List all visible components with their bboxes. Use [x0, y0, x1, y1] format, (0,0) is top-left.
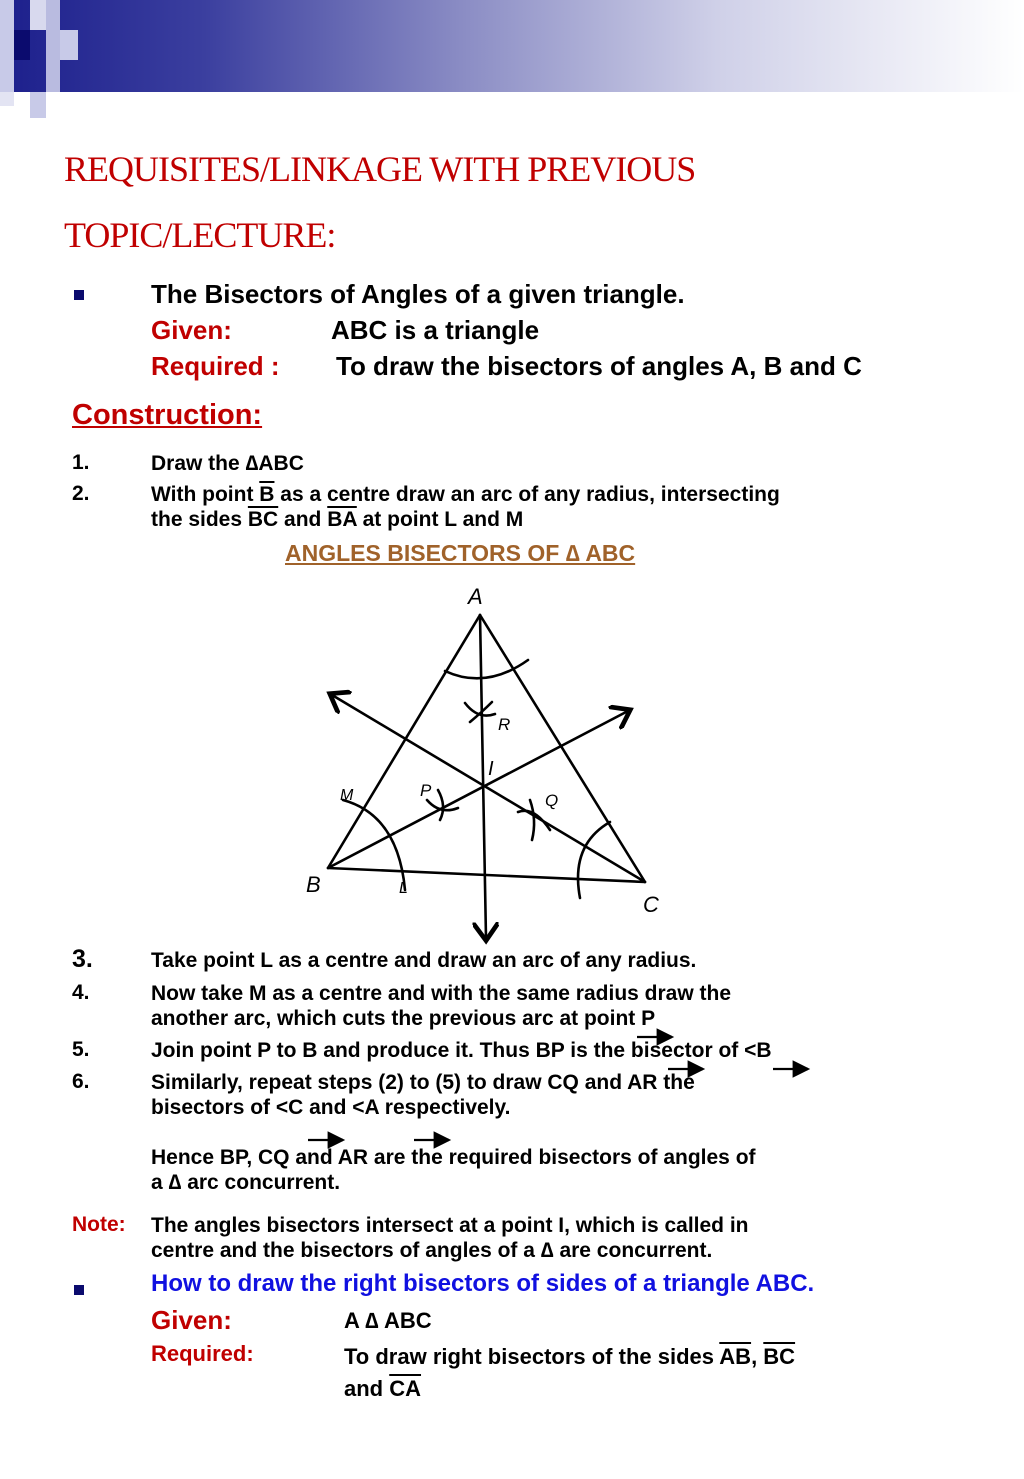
- topic1-given-text: ABC is a triangle: [331, 315, 540, 345]
- note-text: The angles bisectors intersect at a point I, which is called in centre and the bisectors of angles of a ∆ are concurrent.: [151, 1214, 749, 1262]
- banner-square: [46, 0, 60, 92]
- note-label: Note:: [72, 1213, 126, 1236]
- step-text: Draw the ∆ABC: [151, 452, 304, 475]
- bullet-square: [74, 290, 84, 300]
- step-text: With point $\overline{B}$ as a centre draw an arc of any radius, intersecting the sides $\overline{BC}$ and $\overline{BA}$ at point L and M: [151, 483, 780, 531]
- bisector-a: [480, 615, 486, 938]
- arc-at-c: [578, 822, 610, 898]
- label-i: I: [488, 758, 494, 780]
- step-number: 4.: [72, 981, 90, 1004]
- ray-ar: AR: [627, 1071, 658, 1094]
- topic2-given-label: Given:: [151, 1305, 232, 1335]
- hence-statement: Hence BP, CQ and AR are the required bisectors of angles of a ∆ arc concurrent.: [151, 1146, 756, 1194]
- construction-heading: Construction:: [72, 399, 263, 431]
- triangle-figure: [290, 578, 690, 948]
- topic1-required-label: Required :: [151, 351, 280, 381]
- step-text: Similarly, repeat steps (2) to (5) to draw CQ and AR the bisectors of <C and <A respectively.: [151, 1071, 695, 1119]
- side-ac: [480, 615, 645, 882]
- label-r: R: [498, 715, 511, 734]
- side-bc: [328, 868, 645, 882]
- step-number: 5.: [72, 1038, 90, 1061]
- banner-square: [60, 30, 78, 60]
- step-text: Take point L as a centre and draw an arc of any radius.: [151, 949, 697, 972]
- step-number: 3.: [72, 945, 93, 973]
- ray-arrow-overlay: [0, 1020, 1024, 1150]
- label-a: A: [468, 584, 483, 609]
- figure-caption: ANGLES BISECTORS OF ∆ ABC: [285, 540, 636, 566]
- label-p: P: [420, 781, 432, 800]
- ray-bp: BP: [535, 1039, 565, 1062]
- banner-square: [30, 0, 46, 30]
- ray-cq: CQ: [547, 1071, 579, 1094]
- label-c: C: [643, 892, 659, 917]
- banner-square: [0, 92, 14, 106]
- topic2-given-text: A ∆ ABC: [344, 1308, 432, 1333]
- page-title-line2: TOPIC/LECTURE:: [64, 215, 336, 255]
- topic1-given-label: Given:: [151, 315, 232, 345]
- bullet-square: [74, 1285, 84, 1295]
- topic2-required-text: To draw right bisectors of the sides $\overline{AB}$, $\overline{BC}$ and $\overline{CA}$: [344, 1344, 796, 1401]
- step-number: 2.: [72, 482, 90, 505]
- step-text: Now take M as a centre and with the same radius draw the another arc, which cuts the previous arc at point P: [151, 982, 732, 1030]
- label-l: L: [399, 880, 408, 897]
- step-number: 6.: [72, 1070, 90, 1093]
- label-q: Q: [545, 791, 559, 810]
- header-banner: [0, 0, 1024, 92]
- topic2-heading: How to draw the right bisectors of sides of a triangle ABC.: [151, 1270, 815, 1297]
- step-text: Join point P to B and produce it. Thus BP is the bisector of <B: [151, 1039, 772, 1062]
- banner-square: [30, 92, 46, 118]
- arc-at-a: [445, 660, 528, 678]
- bisector-c: [332, 695, 645, 882]
- label-m: M: [340, 787, 354, 804]
- step-number: 1.: [72, 451, 90, 474]
- topic2-required-label: Required:: [151, 1341, 254, 1366]
- page-title-line1: REQUISITES/LINKAGE WITH PREVIOUS: [64, 149, 696, 189]
- topic1-heading: The Bisectors of Angles of a given triangle.: [151, 279, 685, 309]
- label-b: B: [306, 872, 321, 897]
- banner-square: [14, 30, 30, 60]
- side-ab: [328, 615, 480, 868]
- banner-square: [0, 0, 14, 92]
- topic1-required-text: To draw the bisectors of angles A, B and C: [336, 351, 862, 381]
